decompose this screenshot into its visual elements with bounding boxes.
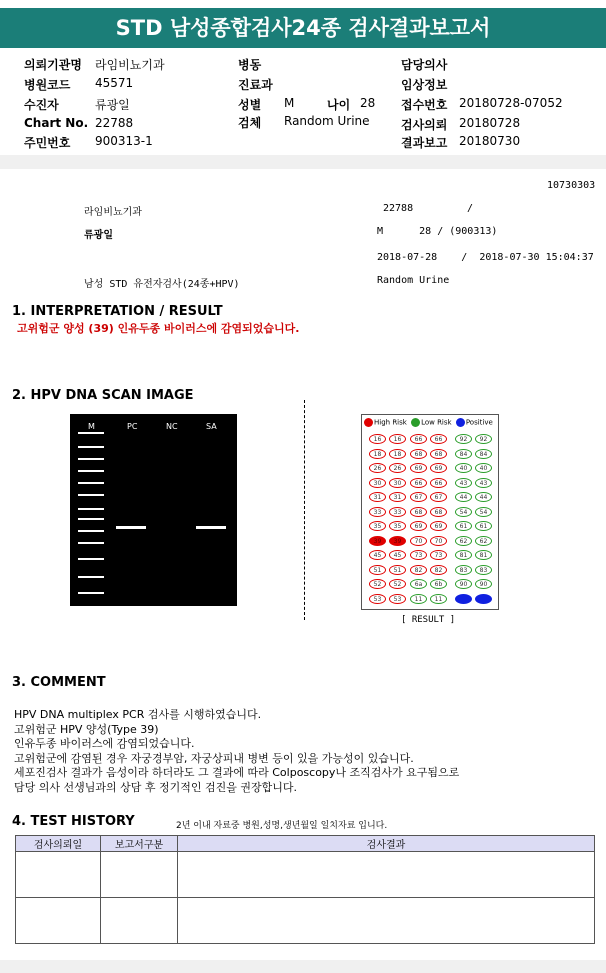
- value-sex: M: [284, 96, 295, 110]
- gel-band-sa: [196, 526, 226, 529]
- comment-line: 고위험군에 감염된 경우 자궁경부암, 자궁상피내 병변 등이 있을 가능성이 있습니다.: [14, 751, 414, 765]
- chip-well: 81: [475, 550, 492, 560]
- image-divider: [304, 400, 305, 620]
- label-chart-no: Chart No.: [24, 116, 89, 130]
- report-specimen: Random Urine: [377, 275, 450, 286]
- chip-well: 82: [430, 565, 447, 575]
- chip-well: 31: [389, 492, 406, 502]
- history-note: 2년 이내 자료중 병원,성명,생년월일 일치자료 입니다.: [176, 821, 388, 831]
- chip-well: 52: [369, 579, 386, 589]
- chip-well: 69: [410, 521, 427, 531]
- chip-well: 33: [369, 507, 386, 517]
- gel-lane-label-pc: PC: [127, 422, 138, 431]
- chip-well: 26: [389, 463, 406, 473]
- report-dates: 2018-07-28 / 2018-07-30 15:04:37: [377, 252, 594, 263]
- comment-line: 담당 의사 선생님과의 상담 후 정기적인 검진을 권장합니다.: [14, 780, 297, 794]
- label-requesting-clinic: 의뢰기관명: [24, 58, 82, 72]
- report-sex-age: M 28 / (900313): [377, 226, 498, 237]
- label-sex: 성별: [238, 98, 262, 112]
- chip-well: 33: [389, 507, 406, 517]
- comment-line: 고위험군 HPV 양성(Type 39): [14, 722, 159, 736]
- gel-ladder-band: [78, 494, 104, 496]
- value-age: 28: [360, 96, 376, 110]
- gel-ladder-band: [78, 576, 104, 578]
- chip-well: [475, 594, 492, 604]
- gel-ladder-band: [78, 558, 104, 560]
- chip-well: 83: [475, 565, 492, 575]
- value-request-date: 20180728: [459, 116, 521, 130]
- gel-electrophoresis-image: [70, 414, 237, 606]
- gel-ladder-band: [78, 508, 104, 510]
- value-patient: 류광일: [95, 98, 130, 112]
- gel-ladder-band: [78, 470, 104, 472]
- chip-well: 90: [475, 579, 492, 589]
- value-receipt-no: 20180728-07052: [459, 96, 563, 110]
- chip-well: 73: [410, 550, 427, 560]
- chip-well: 90: [455, 579, 472, 589]
- table-row: [16, 852, 595, 898]
- report-chart-no: 22788: [383, 203, 414, 214]
- chip-well: 66: [410, 434, 427, 444]
- chip-well: 31: [369, 492, 386, 502]
- gel-ladder-band: [78, 542, 104, 544]
- chip-well: 45: [389, 550, 406, 560]
- chip-well: 51: [389, 565, 406, 575]
- chip-well: 6b: [430, 579, 447, 589]
- gel-lane-label-nc: NC: [166, 422, 178, 431]
- chip-well: 69: [430, 463, 447, 473]
- history-header-report-type: 보고서구분: [101, 836, 178, 852]
- value-chart-no: 22788: [95, 116, 134, 130]
- chip-well: 51: [369, 565, 386, 575]
- gel-ladder-band: [78, 592, 104, 594]
- gel-ladder-band: [78, 432, 104, 434]
- chip-well: 26: [369, 463, 386, 473]
- chip-well: 69: [430, 521, 447, 531]
- chip-well: 84: [455, 449, 472, 459]
- chip-well: 35: [369, 521, 386, 531]
- chip-well: 70: [410, 536, 427, 546]
- section-comment-title: 3. COMMENT: [12, 675, 106, 690]
- label-request-date: 검사의뢰: [401, 118, 448, 132]
- gel-lane-label-m: M: [88, 422, 95, 431]
- value-requesting-clinic: 라임비뇨기과: [95, 58, 165, 72]
- positive-dot-icon: [456, 418, 465, 427]
- history-header-request-date: 검사의뢰일: [16, 836, 101, 852]
- value-specimen: Random Urine: [284, 114, 370, 128]
- chip-well: 40: [455, 463, 472, 473]
- chip-well: 82: [410, 565, 427, 575]
- chip-well: 62: [455, 536, 472, 546]
- chip-well: 67: [430, 492, 447, 502]
- chip-well: 18: [389, 449, 406, 459]
- gel-ladder-band: [78, 458, 104, 460]
- label-clinical-info: 임상정보: [401, 78, 448, 92]
- report-title: STD 남성종합검사24종 검사결과보고서: [0, 8, 606, 48]
- label-age: 나이: [327, 98, 351, 112]
- report-slash: /: [467, 203, 474, 214]
- footer-separator: [0, 960, 606, 973]
- chip-well: 83: [455, 565, 472, 575]
- interpretation-result: 고위험군 양성 (39) 인유두종 바이러스에 감염되었습니다.: [17, 322, 300, 335]
- chip-well: 40: [475, 463, 492, 473]
- chip-well: 6a: [410, 579, 427, 589]
- gel-band-pc: [116, 526, 146, 529]
- chip-well: 66: [430, 434, 447, 444]
- chip-well: 53: [389, 594, 406, 604]
- comment-text: [14, 708, 459, 795]
- label-patient: 수진자: [24, 98, 59, 112]
- chip-well: 30: [369, 478, 386, 488]
- label-resident-no: 주민번호: [24, 136, 71, 150]
- chip-well: 68: [430, 449, 447, 459]
- report-patient-name: 류광일: [84, 230, 113, 241]
- gel-ladder-band: [78, 518, 104, 520]
- test-history-table: [15, 835, 595, 944]
- chip-well: 30: [389, 478, 406, 488]
- section-separator: [0, 155, 606, 169]
- chip-well: 67: [410, 492, 427, 502]
- label-specimen: 검체: [238, 116, 262, 130]
- chip-well: 11: [430, 594, 447, 604]
- low-risk-dot-icon: [411, 418, 420, 427]
- legend-positive: Positive: [465, 418, 493, 427]
- chip-well: 68: [430, 507, 447, 517]
- chip-well: 11: [410, 594, 427, 604]
- chip-well: 61: [455, 521, 472, 531]
- report-clinic: 라임비뇨기과: [84, 207, 142, 218]
- chip-well: 73: [430, 550, 447, 560]
- chip-well: 43: [455, 478, 472, 488]
- value-report-date: 20180730: [459, 134, 521, 148]
- section-scan-image-title: 2. HPV DNA SCAN IMAGE: [12, 388, 194, 403]
- chip-well: 44: [475, 492, 492, 502]
- value-hospital-code: 45571: [95, 76, 134, 90]
- gel-ladder-band: [78, 530, 104, 532]
- chip-well: 54: [475, 507, 492, 517]
- chip-well: 16: [369, 434, 386, 444]
- label-receipt-no: 접수번호: [401, 98, 448, 112]
- chip-well: 92: [475, 434, 492, 444]
- chip-well: 54: [455, 507, 472, 517]
- chip-well: 16: [389, 434, 406, 444]
- label-hospital-code: 병원코드: [24, 78, 71, 92]
- chip-well: 84: [475, 449, 492, 459]
- legend-high-risk: High Risk: [374, 418, 407, 427]
- chip-well: 53: [369, 594, 386, 604]
- gel-lane-label-sa: SA: [206, 422, 217, 431]
- chip-well: 39: [369, 536, 386, 546]
- chip-well: [455, 594, 472, 604]
- chip-well: 45: [369, 550, 386, 560]
- chip-well: 70: [430, 536, 447, 546]
- section-interpretation-title: 1. INTERPRETATION / RESULT: [12, 304, 223, 319]
- chip-well: 92: [455, 434, 472, 444]
- chip-well: 18: [369, 449, 386, 459]
- chip-well: 43: [475, 478, 492, 488]
- chip-well: 68: [410, 507, 427, 517]
- chip-well: 44: [455, 492, 472, 502]
- comment-line: HPV DNA multiplex PCR 검사를 시행하였습니다.: [14, 708, 262, 721]
- label-ward: 병동: [238, 58, 262, 72]
- label-department: 진료과: [238, 78, 273, 92]
- label-report-date: 결과보고: [401, 136, 448, 150]
- patient-info: [0, 52, 606, 156]
- gel-ladder-band: [78, 482, 104, 484]
- label-physician: 담당의사: [401, 58, 448, 72]
- value-resident-no: 900313-1: [95, 134, 153, 148]
- chip-well: 66: [430, 478, 447, 488]
- chip-well: 52: [389, 579, 406, 589]
- hpv-chip-image: [361, 414, 499, 610]
- gel-ladder-band: [78, 446, 104, 448]
- chip-well: 61: [475, 521, 492, 531]
- history-header-result: 검사결과: [178, 836, 595, 852]
- comment-line: 세포진검사 결과가 음성이라 하더라도 그 결과에 따라 Colposcopy나 조직검사가 요구됨으로: [14, 766, 460, 779]
- chip-well: 39: [389, 536, 406, 546]
- report-code: 10730303: [547, 180, 596, 191]
- chip-well: 35: [389, 521, 406, 531]
- high-risk-dot-icon: [364, 418, 373, 427]
- report-test-name: 남성 STD 유전자검사(24종+HPV): [84, 279, 240, 290]
- table-row: [16, 898, 595, 944]
- chip-legend: [364, 418, 493, 427]
- chip-well: 81: [455, 550, 472, 560]
- section-test-history-title: 4. TEST HISTORY: [12, 814, 135, 829]
- chip-well: 68: [410, 449, 427, 459]
- chip-well: 62: [475, 536, 492, 546]
- chip-well: 69: [410, 463, 427, 473]
- comment-line: 인유두종 바이러스에 감염되었습니다.: [14, 737, 195, 750]
- legend-low-risk: Low Risk: [421, 418, 452, 427]
- chip-well: 66: [410, 478, 427, 488]
- chip-result-label: [ RESULT ]: [401, 615, 456, 625]
